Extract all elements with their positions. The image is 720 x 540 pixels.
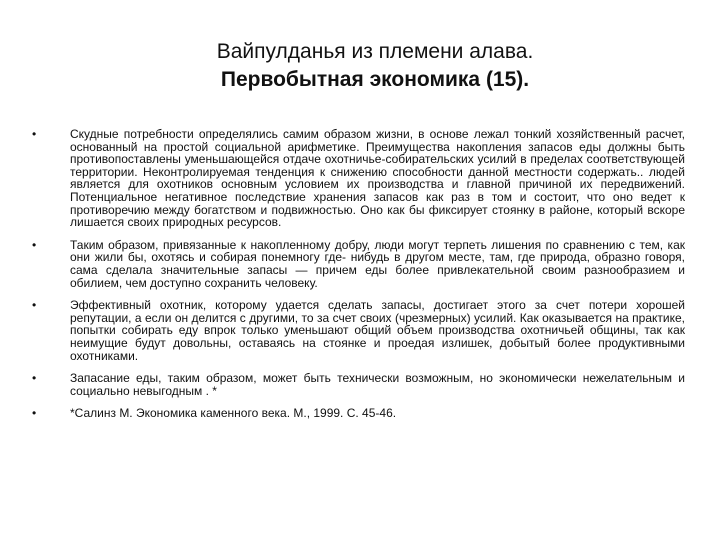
bullet-item [30,372,685,397]
bullet-list [30,128,685,430]
bullet-icon: • [32,237,37,252]
bullet-item [30,299,685,362]
title-line-1: Вайпулданья из племени алава. [216,40,534,63]
bullet-text: Таким образом, привязанные к накопленному добру, люди могут терпеть лишения по сравнению с тем, как они жили бы, охотясь и собирая понемногу где- нибудь в другом месте, там, где природа, образно говоря, сама сделала значительные запасы — причем еды более привлекательной своим разнообразием и обилием, чем доступно сохранить человеку. [70,237,685,290]
bullet-text: *Салинз М. Экономика каменного века. М., 1999. С. 45-46. [70,406,397,421]
slide-title [0,38,720,94]
bullet-item [30,239,685,289]
bullet-text: Скудные потребности определялись самим образом жизни, в основе лежал тонкий хозяйственный расчет, основанный на простой социальной арифметике. Преимущества накопления запасов еды должны быть противопоставлены уменьшающейся отдаче охотничье-собирательских усилий в пределах соответствующей территории. Неконтролируемая тенденция к снижению способности данной местности содержать.. людей является для охотников основным условием их производства и главной причиной их передвижений. Потенциальное негативное последствие хранения запасов как раз в том и состоит, что оно ведет к противоречию между богатством и подвижностью. Оно как бы фиксирует стоянку в районе, который вскоре лишается своих природных ресурсов. [70,127,685,230]
bullet-item [30,407,685,420]
bullet-icon: • [32,127,37,141]
bullet-item [30,128,685,229]
title-line-2: Первобытная экономика (15). [220,68,530,91]
bullet-text: Эффективный охотник, которому удается сделать запасы, достигает этого за счет потери хорошей репутации, а если он делится с другими, то за счет своих (чрезмерных) усилий. Как оказывается на практике, попытки собирать еду впрок только уменьшают общий объем производства охотничьей общины, так как неимущие будут довольны, оставаясь на стоянке и проедая излишек, добытый более продуктивными охотниками. [70,298,685,363]
bullet-text: Запасание еды, таким образом, может быть технически возможным, но экономически нежелательным и социально невыгодным . * [70,371,685,398]
bullet-icon: • [32,406,37,421]
bullet-icon: • [32,298,37,313]
bullet-icon: • [32,371,37,386]
